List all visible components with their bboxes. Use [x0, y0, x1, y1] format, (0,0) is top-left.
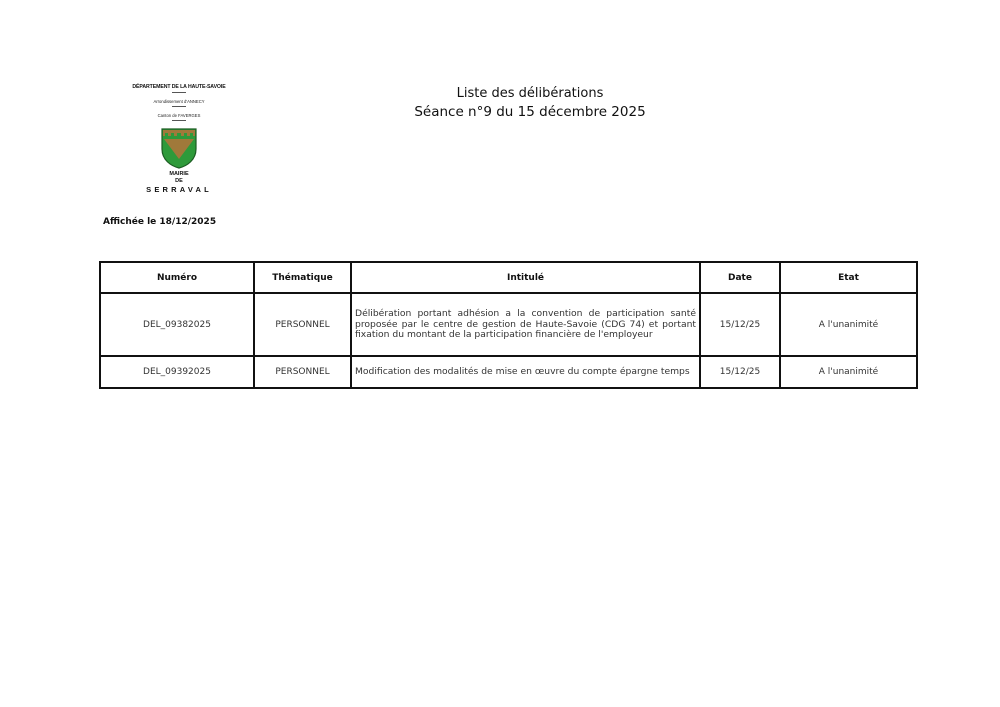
divider	[172, 120, 186, 121]
cell-numero: DEL_09392025	[100, 356, 254, 388]
mairie-line: MAIRIE	[169, 171, 189, 177]
canton-label: Canton de FAVERGES	[157, 113, 201, 118]
column-header-intitule: Intitulé	[351, 262, 700, 293]
mairie-label	[120, 171, 238, 184]
cell-etat: A l'unanimité	[780, 356, 917, 388]
deliberations-table	[99, 261, 918, 389]
column-header-thematique: Thématique	[254, 262, 351, 293]
title-line-2: Séance n°9 du 15 décembre 2025	[414, 104, 646, 120]
cell-thematique: PERSONNEL	[254, 293, 351, 356]
document-title	[380, 85, 680, 121]
cell-numero: DEL_09382025	[100, 293, 254, 356]
department-label: DÉPARTEMENT DE LA HAUTE-SAVOIE	[132, 84, 226, 90]
cell-thematique: PERSONNEL	[254, 356, 351, 388]
commune-name: SERRAVAL	[146, 185, 212, 194]
cell-date: 15/12/25	[700, 293, 780, 356]
mairie-de-line: DE	[175, 177, 183, 184]
column-header-date: Date	[700, 262, 780, 293]
cell-etat: A l'unanimité	[780, 293, 917, 356]
municipal-logo-block	[120, 84, 238, 194]
cell-intitule: Délibération portant adhésion a la convention de participation santé proposée par le centre de gestion de Haute-Savoie (CDG 74) et portant fixation du montant de la participation financière de l'employeur	[351, 293, 700, 356]
divider	[172, 106, 186, 107]
divider	[172, 92, 186, 93]
table-header-row	[100, 262, 917, 293]
cell-date: 15/12/25	[700, 356, 780, 388]
arrondissement-label: Arrondissement d'ANNECY	[153, 99, 205, 104]
table-row	[100, 356, 917, 388]
coat-of-arms-icon	[160, 127, 198, 169]
column-header-numero: Numéro	[100, 262, 254, 293]
column-header-etat: Etat	[780, 262, 917, 293]
posting-date: Affichée le 18/12/2025	[103, 217, 217, 227]
table-row	[100, 293, 917, 356]
title-line-1: Liste des délibérations	[456, 86, 604, 101]
cell-intitule: Modification des modalités de mise en œuvre du compte épargne temps	[351, 356, 700, 388]
